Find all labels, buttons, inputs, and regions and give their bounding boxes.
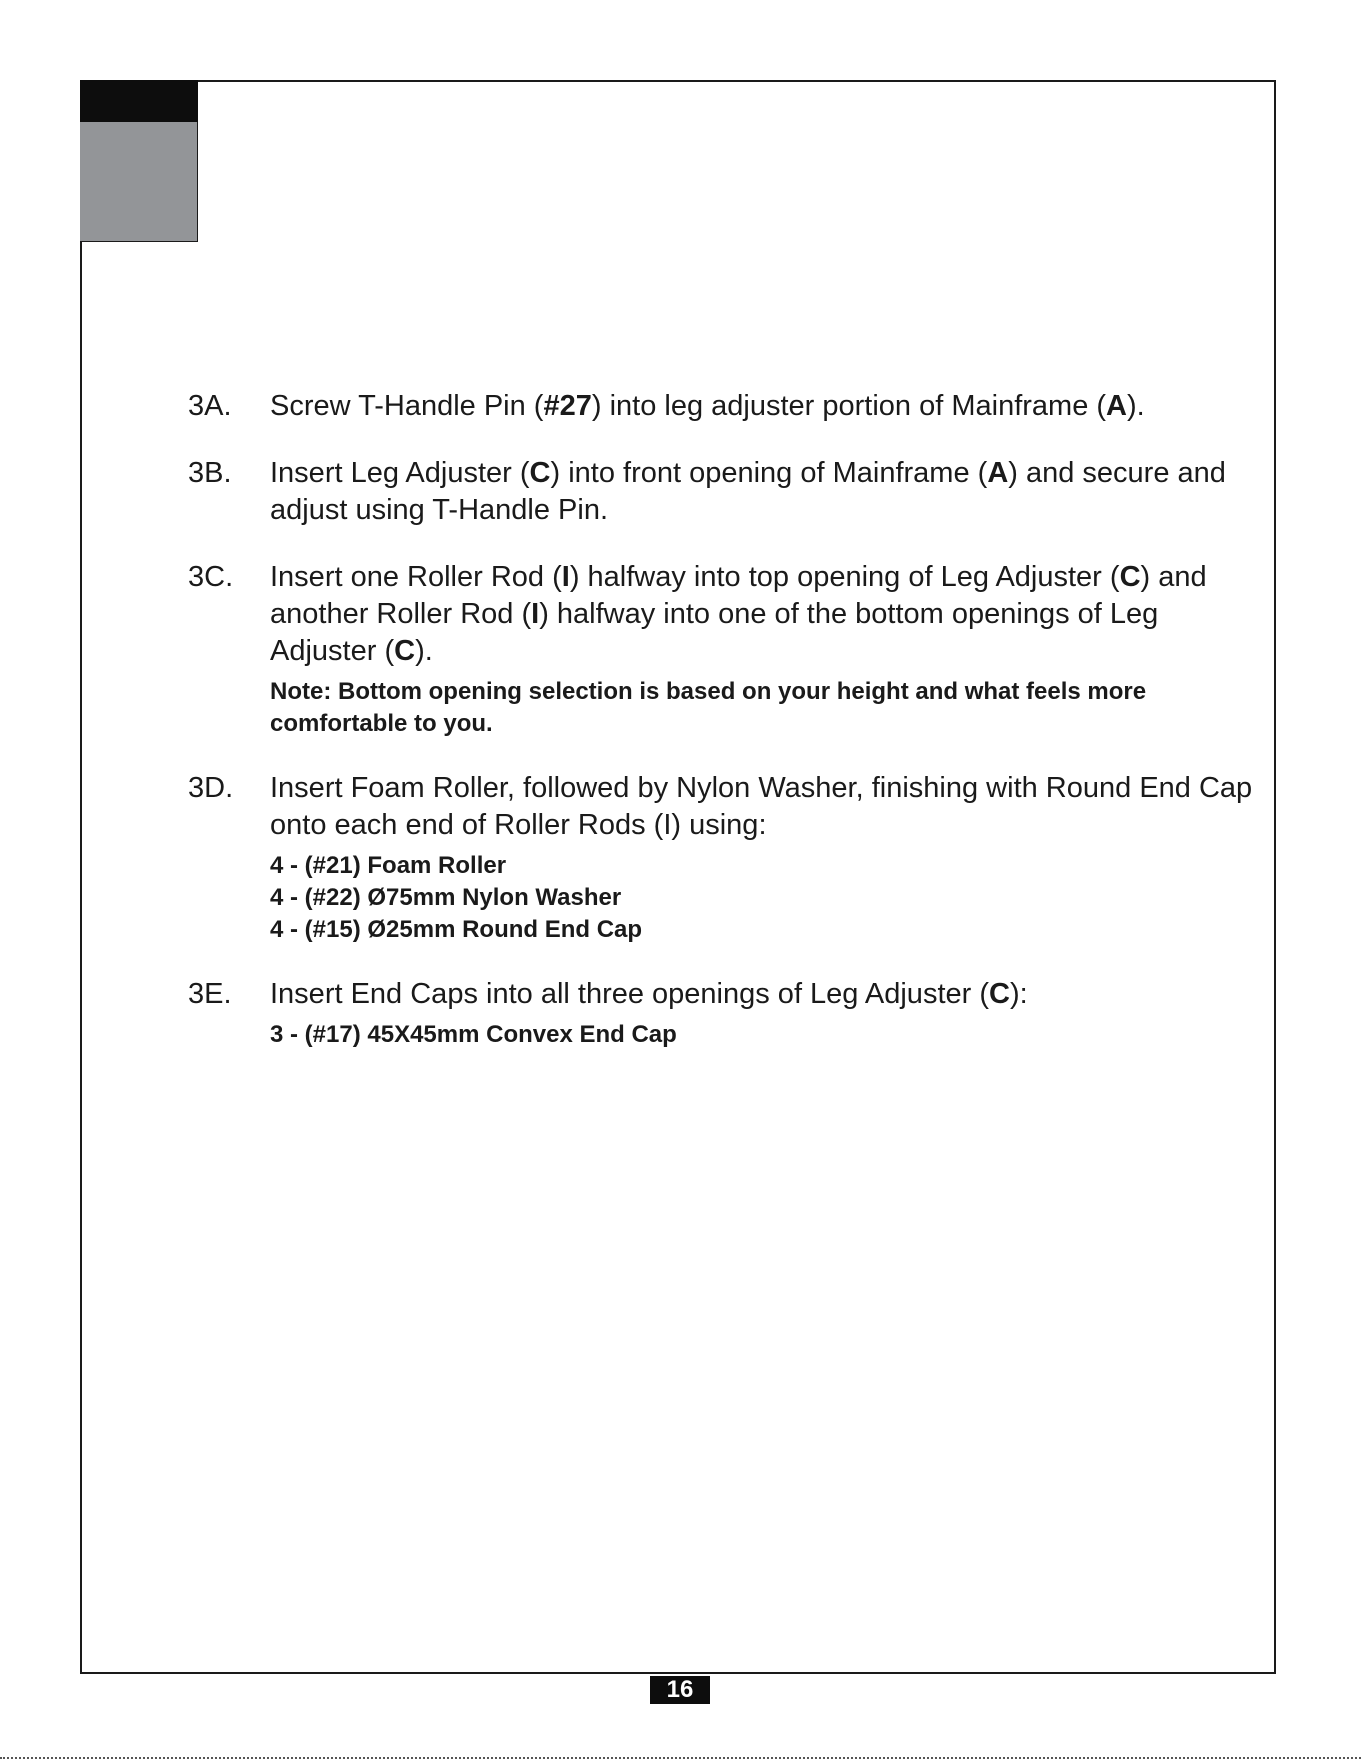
step-text: Insert End Caps into all three openings of Leg Adjuster (C):: [270, 978, 1028, 1010]
parts-list: [270, 1019, 1268, 1051]
parts-list: [270, 850, 1268, 946]
step-note: Note: Bottom opening selection is based on your height and what feels more comfortable to you.: [270, 678, 1147, 737]
step-label: 3C.: [188, 561, 234, 593]
part-item: 4 - (#15) Ø25mm Round End Cap: [270, 916, 643, 943]
step-label: 3E.: [188, 978, 232, 1010]
step-text: Insert one Roller Rod (I) halfway into top opening of Leg Adjuster (C) and another Roller Rod (I) halfway into one of the bottom openings of Leg Adjuster (C).: [270, 561, 1207, 667]
part-item: 3 - (#17) 45X45mm Convex End Cap: [270, 1021, 677, 1048]
step-text: Insert Leg Adjuster (C) into front opening of Mainframe (A) and secure and adjust using T-Handle Pin.: [270, 457, 1226, 526]
step-3c: [188, 559, 1268, 740]
part-item: 4 - (#21) Foam Roller: [270, 852, 507, 879]
step-label: 3B.: [188, 457, 232, 489]
step-3d: [188, 770, 1268, 946]
step-3e: [188, 976, 1268, 1051]
step-label: 3D.: [188, 772, 234, 804]
step-tab-block: [80, 122, 198, 242]
page-number: 16: [650, 1676, 710, 1704]
step-label: 3A.: [188, 390, 232, 422]
step-text: Screw T-Handle Pin (#27) into leg adjuster portion of Mainframe (A).: [270, 390, 1145, 422]
part-item: 4 - (#22) Ø75mm Nylon Washer: [270, 884, 622, 911]
step-text: Insert Foam Roller, followed by Nylon Washer, finishing with Round End Cap onto each end of Roller Rods (I) using:: [270, 772, 1253, 841]
instruction-steps: [188, 388, 1268, 1081]
step-3b: [188, 455, 1268, 529]
step-tab-header: [80, 80, 198, 122]
step-3a: [188, 388, 1268, 425]
bottom-divider: [0, 1757, 1361, 1759]
